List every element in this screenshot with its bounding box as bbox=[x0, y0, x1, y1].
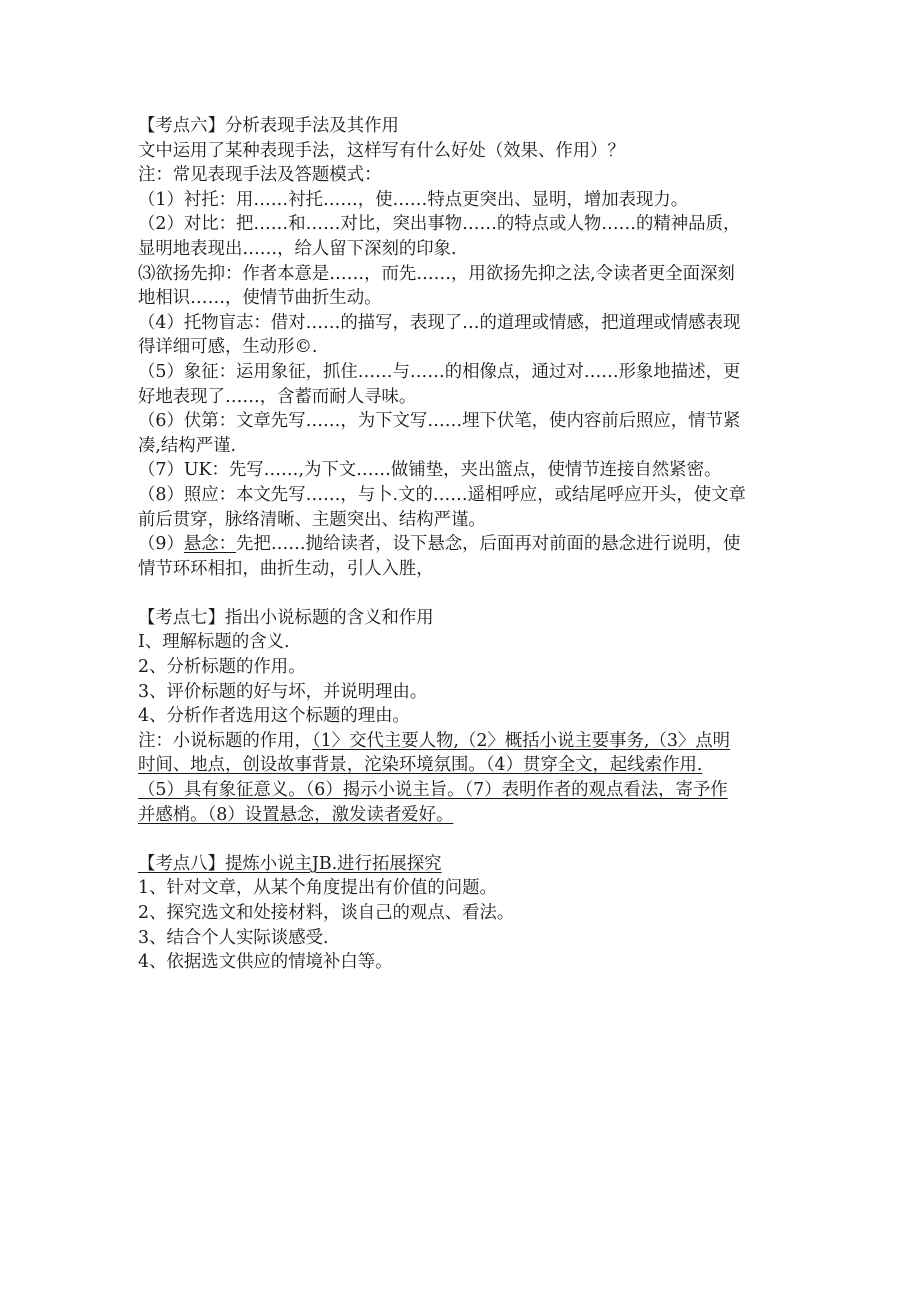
note-underlined: （5）具有象征意义。（6）揭示小说主旨。（7）表明作者的观点看法，寄予作 bbox=[138, 780, 728, 801]
section6-line: ⑶欲扬先抑：作者本意是……，而先……，用欲扬先抑之法,令读者更全面深刻 bbox=[138, 263, 735, 284]
section8-heading-text: 【考点八】提炼小说主JB.进行拓展探究 bbox=[138, 853, 442, 874]
section7-heading: 【考点七】指出小说标题的含义和作用 bbox=[138, 607, 434, 628]
section8-line: 2、探究选文和处接材料，谈自己的观点、看法。 bbox=[138, 903, 515, 923]
section6-line: 得详细可感，生动形©. bbox=[138, 337, 318, 358]
section6-line: （8）照应：本文先写……，与卜.文的……遥相呼应，或结尾呼应开头，使文章 bbox=[138, 484, 746, 505]
section6-line: （6）伏第：文章先写……，为下文写……埋下伏笔，使内容前后照应，情节紧 bbox=[138, 411, 741, 432]
note-underlined: 时间、地点，创设故事背景，沱染环境氛围。（4）贯穿全文，起线索作用. bbox=[138, 755, 703, 776]
section6-line: （5）象征：运用象征，抓住……与……的相像点，通过对……形象地描述，更 bbox=[138, 361, 741, 382]
section6-line: 好地表现了……，含蓄而耐人寻味。 bbox=[138, 386, 417, 407]
section7-line: I、理解标题的含义. bbox=[138, 632, 290, 653]
section6-line: 注：常见表现手法及答题模式： bbox=[138, 165, 382, 186]
section6-line: 凑,结构严谨. bbox=[138, 435, 237, 456]
section6-line: （7）UK：先写……,为下文……做铺垫，夹出篮点，使情节连接自然紧密。 bbox=[138, 460, 722, 481]
section6-line: 地相识……，使情节曲折生动。 bbox=[138, 288, 382, 309]
section8-line: 1、针对文章，从某个角度提出有价值的问题。 bbox=[138, 878, 497, 899]
section7-note-line bbox=[138, 803, 798, 828]
section6-item9 bbox=[138, 532, 798, 557]
section7-line: 2、分析标题的作用。 bbox=[138, 657, 306, 678]
note-underlined: （1〉交代主要人物,（2〉概括小说主要事务,（3〉点明 bbox=[311, 730, 731, 751]
item9-underlined: 悬念： bbox=[183, 534, 237, 555]
section8-heading bbox=[138, 852, 798, 877]
section-gap bbox=[138, 827, 798, 852]
section7-line: 3、评价标题的好与坏，并说明理由。 bbox=[138, 681, 428, 702]
item9-rest: 先把……抛给读者，设下悬念，后面再对前面的悬念进行说明，使 bbox=[236, 534, 741, 555]
section7-note bbox=[138, 729, 798, 754]
section7-note-line bbox=[138, 778, 798, 803]
section7-note-line bbox=[138, 753, 798, 778]
note-prefix: 注：小说标题的作用， bbox=[138, 730, 312, 751]
section8-line: 4、依据选文供应的情境补白等。 bbox=[138, 952, 393, 973]
section6-line: （1）衬托：用……衬托……，使……特点更突出、显明，增加表现力。 bbox=[138, 189, 689, 210]
section6-line: 文中运用了某种表现手法，这样写有什么好处（效果、作用）？ bbox=[138, 140, 625, 161]
section6-line: （2）对比：把……和……对比，突出事物……的特点或人物……的精神品质， bbox=[138, 214, 741, 235]
section6-line: 显明地表现出……，给人留下深刻的印象. bbox=[138, 238, 457, 259]
section8-line: 3、结合个人实际谈感受. bbox=[138, 927, 329, 948]
document-page bbox=[138, 114, 798, 975]
note-underlined: 并感梢。（8）设置悬念，激发读者爱好。 bbox=[138, 804, 454, 825]
section6-heading: 【考点六】分析表现手法及其作用 bbox=[138, 116, 399, 136]
section-gap bbox=[138, 581, 798, 606]
section6-line: （4）托物盲志：借对……的描写，表现了…的道理或情感，把道理或情感表现 bbox=[138, 312, 741, 333]
section6-item9-line2: 情节环环相扣，曲折生动，引人入胜， bbox=[138, 558, 434, 579]
section6-line: 前后贯穿，脉络清晰、主题突出、结构严谨。 bbox=[138, 509, 486, 530]
section7-line: 4、分析作者选用这个标题的理由。 bbox=[138, 706, 410, 727]
item9-prefix: （9） bbox=[138, 534, 184, 555]
